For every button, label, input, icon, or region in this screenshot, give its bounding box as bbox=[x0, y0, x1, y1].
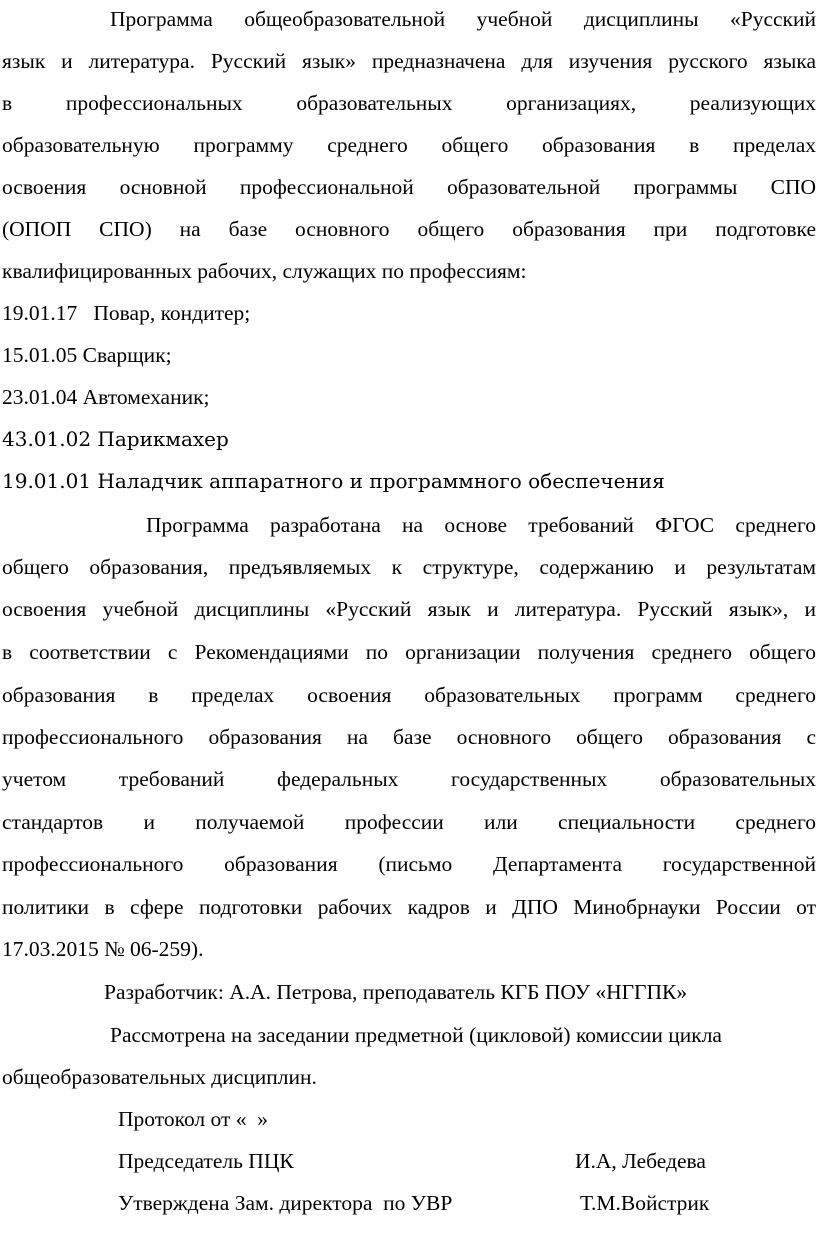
profession-item: 15.01.05 Сварщик; bbox=[2, 343, 172, 367]
basis-line: профессионального образования (письмо Департамента государственной bbox=[2, 852, 816, 876]
basis-line: 17.03.2015 № 06-259). bbox=[2, 937, 204, 961]
approved-name: Т.М.Войстрик bbox=[580, 1191, 710, 1215]
chair-label: Председатель ПЦК bbox=[118, 1149, 294, 1173]
intro-line: Программа общеобразовательной учебной дисциплины «Русский bbox=[110, 7, 816, 31]
approved-label: Утверждена Зам. директора по УВР bbox=[118, 1191, 453, 1215]
basis-line: профессионального образования на базе основного общего образования с bbox=[2, 725, 816, 749]
basis-line: политики в сфере подготовки рабочих кадров и ДПО Минобрнауки России от bbox=[2, 895, 816, 919]
intro-line: квалифицированных рабочих, служащих по профессиям: bbox=[2, 259, 527, 283]
basis-line: Программа разработана на основе требований ФГОС среднего bbox=[146, 513, 816, 537]
chair-name: И.А, Лебедева bbox=[575, 1149, 706, 1173]
basis-line: общего образования, предъявляемых к структуре, содержанию и результатам bbox=[2, 555, 816, 579]
profession-item: 23.01.04 Автомеханик; bbox=[2, 385, 210, 409]
developer-line: Разработчик: А.А. Петрова, преподаватель КГБ ПОУ «НГГПК» bbox=[104, 980, 688, 1004]
intro-line: (ОПОП СПО) на базе основного общего образования при подготовке bbox=[2, 217, 816, 241]
intro-line: освоения основной профессиональной образовательной программы СПО bbox=[2, 175, 816, 199]
reviewed-line: Рассмотрена на заседании предметной (цикловой) комиссии цикла bbox=[110, 1023, 722, 1047]
basis-line: образования в пределах освоения образовательных программ среднего bbox=[2, 683, 816, 707]
basis-line: учетом требований федеральных государственных образовательных bbox=[2, 767, 816, 791]
intro-line: в профессиональных образовательных организациях, реализующих bbox=[2, 91, 816, 115]
protocol-line: Протокол от « » bbox=[118, 1107, 269, 1131]
reviewed-line: общеобразовательных дисциплин. bbox=[2, 1065, 317, 1089]
profession-item: 43.01.02 Парикмахер bbox=[2, 427, 229, 451]
basis-line: стандартов и получаемой профессии или специальности среднего bbox=[2, 810, 816, 834]
profession-item: 19.01.17 Повар, кондитер; bbox=[2, 301, 251, 325]
intro-line: язык и литература. Русский язык» предназначена для изучения русского языка bbox=[2, 49, 816, 73]
profession-item: 19.01.01 Наладчик аппаратного и программного обеспечения bbox=[2, 469, 665, 493]
intro-line: образовательную программу среднего общего образования в пределах bbox=[2, 133, 816, 157]
basis-line: освоения учебной дисциплины «Русский язык и литература. Русский язык», и bbox=[2, 597, 816, 621]
basis-line: в соответствии с Рекомендациями по организации получения среднего общего bbox=[2, 640, 816, 664]
